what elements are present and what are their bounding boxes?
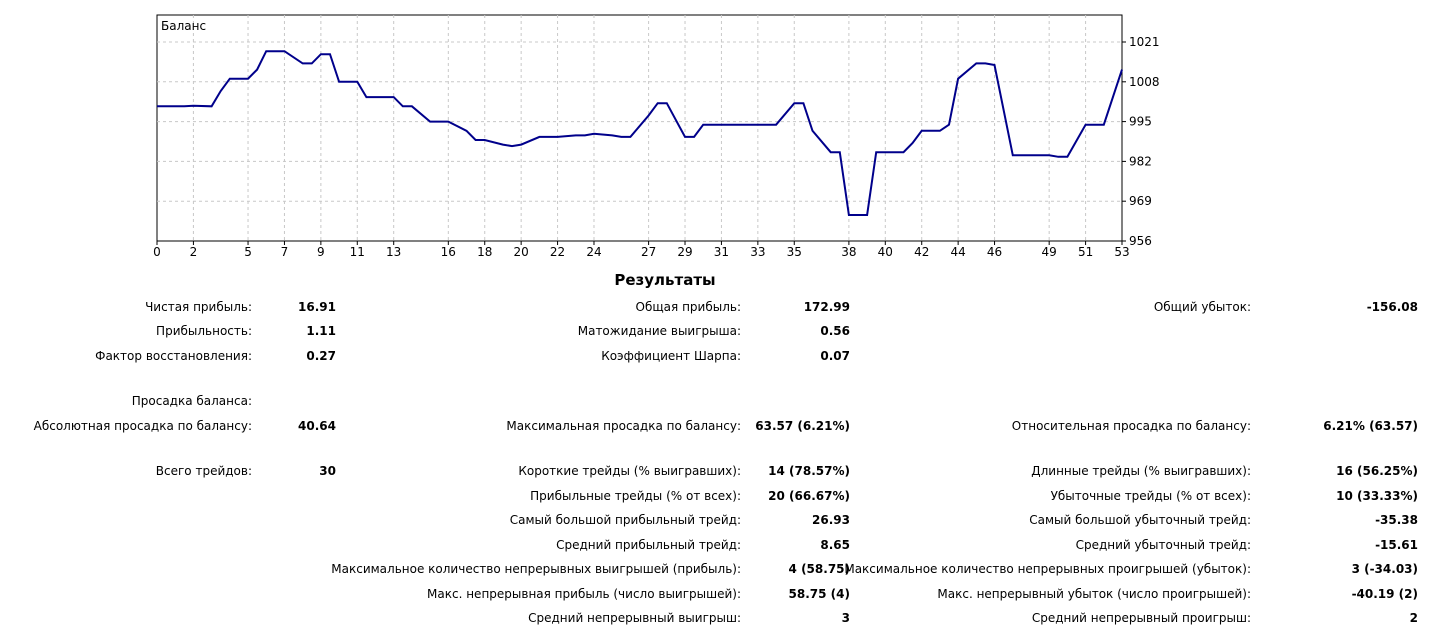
stat-label: Просадка баланса: <box>131 394 252 408</box>
stat-value: 8.65 <box>820 538 850 552</box>
x-tick-label: 0 <box>153 245 161 259</box>
x-tick-label: 20 <box>513 245 529 259</box>
stat-value: 0.56 <box>820 324 850 338</box>
stat-label: Относительная просадка по балансу: <box>1011 419 1251 433</box>
stat-label: Фактор восстановления: <box>95 349 252 363</box>
x-tick-label: 51 <box>1077 245 1094 259</box>
y-tick-label: 995 <box>1129 114 1152 129</box>
balance-chart <box>0 0 1432 262</box>
y-tick-label: 1021 <box>1129 35 1160 49</box>
stat-value: 58.75 (4) <box>788 587 850 601</box>
stat-value: 3 (-34.03) <box>1351 562 1418 576</box>
stat-value: 16.91 <box>298 300 336 314</box>
stat-label: Убыточные трейды (% от всех): <box>1050 489 1251 503</box>
x-tick-label: 38 <box>841 245 857 259</box>
stat-value: -15.61 <box>1375 538 1418 552</box>
x-tick-label: 35 <box>786 245 802 259</box>
stat-value: 0.07 <box>820 349 850 363</box>
plot-area <box>157 15 1122 241</box>
x-tick-label: 22 <box>549 245 566 259</box>
stat-value: -40.19 (2) <box>1351 587 1418 601</box>
stat-value: 4 (58.75) <box>788 562 850 576</box>
stat-value: 2 <box>1409 611 1418 625</box>
stat-label: Общая прибыль: <box>635 300 741 314</box>
stat-value: 14 (78.57%) <box>768 464 850 478</box>
stat-label: Самый большой убыточный трейд: <box>1029 513 1251 527</box>
stat-label: Короткие трейды (% выигравших): <box>518 464 741 478</box>
stat-label: Всего трейдов: <box>155 464 252 478</box>
stat-value: 1.11 <box>306 324 336 338</box>
x-tick-label: 11 <box>349 245 365 259</box>
x-tick-label: 42 <box>914 245 930 259</box>
x-tick-label: 13 <box>386 245 402 259</box>
stat-label: Самый большой прибыльный трейд: <box>509 513 741 527</box>
stat-label: Макс. непрерывный убыток (число проигрышей): <box>937 587 1251 601</box>
stat-value: 6.21% (63.57) <box>1323 419 1418 433</box>
x-tick-label: 29 <box>677 245 693 259</box>
x-tick-label: 31 <box>713 245 730 259</box>
stat-label: Средний убыточный трейд: <box>1075 538 1251 552</box>
x-tick-label: 16 <box>440 245 456 259</box>
results-title: Результаты <box>614 271 716 289</box>
stat-value: 3 <box>841 611 850 625</box>
y-tick-label: 956 <box>1129 234 1152 248</box>
y-tick-label: 1008 <box>1129 74 1160 89</box>
chart-title: Баланс <box>161 19 207 33</box>
stat-value: 16 (56.25%) <box>1336 464 1418 478</box>
stat-label: Чистая прибыль: <box>145 300 252 314</box>
x-tick-label: 24 <box>586 245 602 259</box>
stat-label: Длинные трейды (% выигравших): <box>1031 464 1251 478</box>
stat-value: 0.27 <box>306 349 336 363</box>
x-tick-label: 2 <box>189 245 198 259</box>
stat-label: Максимальное количество непрерывных проигрышей (убыток): <box>844 562 1251 576</box>
x-axis <box>153 241 1129 259</box>
stat-value: 30 <box>319 464 336 478</box>
stat-label: Макс. непрерывная прибыль (число выигрышей): <box>427 587 741 601</box>
x-tick-label: 49 <box>1041 245 1057 259</box>
stat-label: Средний прибыльный трейд: <box>556 538 741 552</box>
x-tick-label: 7 <box>280 245 289 259</box>
stat-value: 172.99 <box>803 300 850 314</box>
stat-value: 63.57 (6.21%) <box>755 419 850 433</box>
x-tick-label: 9 <box>317 245 325 259</box>
stat-label: Абсолютная просадка по балансу: <box>33 419 252 433</box>
stat-label: Коэффициент Шарпа: <box>601 349 741 363</box>
stat-label: Прибыльность: <box>156 324 252 338</box>
x-tick-label: 18 <box>477 245 493 259</box>
x-tick-label: 46 <box>986 245 1003 259</box>
y-tick-label: 969 <box>1129 194 1152 209</box>
x-tick-label: 33 <box>750 245 766 259</box>
stat-value: 40.64 <box>298 419 336 433</box>
y-axis <box>1122 35 1160 248</box>
x-tick-label: 44 <box>950 245 966 259</box>
stat-label: Максимальная просадка по балансу: <box>506 419 741 433</box>
stat-value: -156.08 <box>1366 300 1418 314</box>
y-tick-label: 982 <box>1129 154 1152 169</box>
stat-value: 26.93 <box>812 513 850 527</box>
stat-value: 10 (33.33%) <box>1336 489 1418 503</box>
stat-label: Прибыльные трейды (% от всех): <box>530 489 741 503</box>
stat-label: Средний непрерывный выигрыш: <box>528 611 741 625</box>
stat-label: Матожидание выигрыша: <box>577 324 741 338</box>
stat-value: 20 (66.67%) <box>768 489 850 503</box>
stat-label: Максимальное количество непрерывных выигрышей (прибыль): <box>331 562 741 576</box>
x-tick-label: 40 <box>877 245 893 259</box>
stat-label: Общий убыток: <box>1153 300 1251 314</box>
x-tick-label: 53 <box>1114 245 1130 259</box>
x-tick-label: 5 <box>244 245 252 259</box>
x-tick-label: 27 <box>640 245 657 259</box>
stat-label: Средний непрерывный проигрыш: <box>1031 611 1251 625</box>
stat-value: -35.38 <box>1375 513 1418 527</box>
